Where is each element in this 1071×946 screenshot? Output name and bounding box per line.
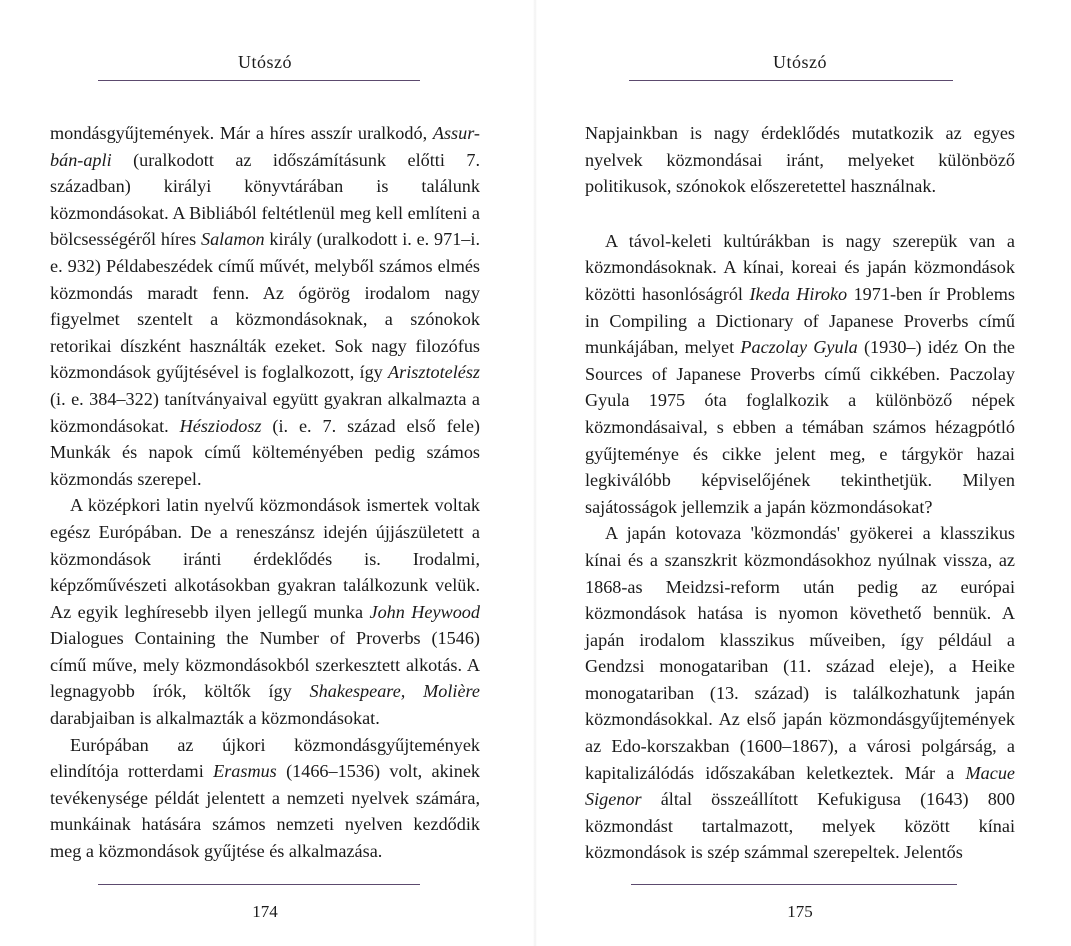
italic-name: Salamon <box>200 229 265 250</box>
paragraph <box>50 732 480 865</box>
page-number: 175 <box>787 902 813 921</box>
text-run: darabjaiban is alkalmazták a közmondásokat. <box>50 708 380 729</box>
text-run: (uralkodott az időszámításunk előtti 7. században) királyi könyvtárában is találunk közmondásokat. A Bibliából feltétlenül meg kell említeni a bölcsességéről híres <box>50 149 480 250</box>
paragraph <box>585 228 1015 521</box>
text-run: 1971-ben ír Problems in Compiling a Dictionary of Japanese Proverbs című munkájában, melyet <box>585 283 1015 358</box>
italic-name: Paczolay Gyula <box>740 337 858 358</box>
header-rule <box>98 80 420 81</box>
footer-rule <box>98 884 420 885</box>
paragraph <box>50 492 480 731</box>
footer-rule <box>631 884 957 885</box>
italic-name: Erasmus <box>213 761 277 782</box>
left-page <box>50 0 480 946</box>
text-run: Napjainkban is nagy érdeklődés mutatkozik az egyes nyelvek közmondásai iránt, melyeket különböző politikusok, szónokok előszeretettel használnak. <box>585 123 1015 197</box>
text-run: (1930–) idéz On the Sources of Japanese Proverbs című cikkében. Paczolay Gyula 1975 óta foglalkozik a különböző népek közmondásaival, s ebben a témában számos hézagpótló gyűjteménye és cikke jelent meg, e tárgykör hazai legkiválóbb képviselőjének tekinthetjük. Milyen sajátosságok jellemzik a japán közmondásokat? <box>585 337 1015 517</box>
italic-name: Hésziodosz <box>179 415 262 436</box>
text-run: A japán kotovaza 'közmondás' gyökerei a klasszikus kínai és a szanszkrit közmondásokhoz nyúlnak vissza, az 1868-as Meidzsi-reform után pedig az európai közmondások hatása is nyomon követhető bennük. A japán irodalom klasszikus műveiben, így például a Gendzsi monogatariban (11. század eleje), a Heike monogatariban (13. század) is találkozhatunk japán közmondásokkal. Az első japán közmondásgyűjtemények az Edo-korszakban (1600–1867), a városi polgárság, a kapitalizálódás időszakában keletkeztek. Már a <box>585 523 1015 783</box>
text-run: (1466–1536) volt, akinek tevékenysége példát jelentett a nemzeti nyelvek számára, munkáinak hatására számos nemzeti nyelven kezdődik meg a közmondások gyűjtése és alkalmazása. <box>50 761 480 862</box>
text-run: A távol-keleti kultúrákban is nagy szerepük van a közmondásoknak. A kínai, koreai és japán közmondások közötti hasonlóságról <box>585 230 1015 304</box>
text-run: (i. e. 384–322) tanítványaival együtt gyakran alkalmazta a közmondásokat. <box>50 388 480 436</box>
body-text <box>585 120 1015 866</box>
paragraph <box>585 520 1015 866</box>
right-page <box>585 0 1015 946</box>
text-run: (i. e. 7. század első fele) Munkák és napok című költeményében pedig számos közmondás szerepel. <box>50 415 480 489</box>
page-number: 174 <box>252 902 278 921</box>
italic-name: Arisztotelész <box>388 362 480 383</box>
body-text <box>50 120 480 865</box>
text-run: király (uralkodott i. e. 971–i. e. 932) Példabeszédek című művét, melyből számos elmés közmondás maradt fenn. Az ógörög irodalom nagy figyelmet szentelt a közmondásoknak, a szónokok retorikai díszként használták ezeket. Sok nagy filozófus közmondások gyűjtésével is foglalkozott, így <box>50 229 480 383</box>
text-run: A középkori latin nyelvű közmondások ismertek voltak egész Európában. De a reneszánsz idején újjászületett a közmondások iránti érdeklődés is. Irodalmi, képzőművészeti alkotásokban gyakran találkozunk velük. Az egyik leghíresebb ilyen jellegű munka <box>50 495 480 622</box>
italic-name: Assur-bán-apli <box>50 123 480 170</box>
header-rule <box>629 80 953 81</box>
running-head: Utószó <box>238 52 292 72</box>
text-run: mondásgyűjtemények. Már a híres asszír uralkodó, <box>50 123 433 143</box>
italic-name: Macue Sigenor <box>585 762 1015 810</box>
running-head: Utószó <box>773 52 827 72</box>
text-run: által összeállított Kefukigusa (1643) 800 közmondást tartalmazott, melyek között kínai közmondások is szép számmal szerepeltek. Jelentős <box>585 789 1015 863</box>
paragraph <box>585 120 1015 200</box>
italic-name: Shakespeare, Molière <box>309 681 481 702</box>
italic-name: Ikeda Hiroko <box>749 283 848 304</box>
text-run: Dialogues Containing the Number of Proverbs (1546) című műve, mely közmondásokból szerkesztett alkotás. A legnagyobb írók, költők így <box>50 628 480 702</box>
paragraph <box>50 120 480 492</box>
book-gutter <box>533 0 537 946</box>
italic-name: John Heywood <box>369 601 480 622</box>
text-run: Európában az újkori közmondásgyűjtemények elindítója rotterdami <box>50 734 480 782</box>
